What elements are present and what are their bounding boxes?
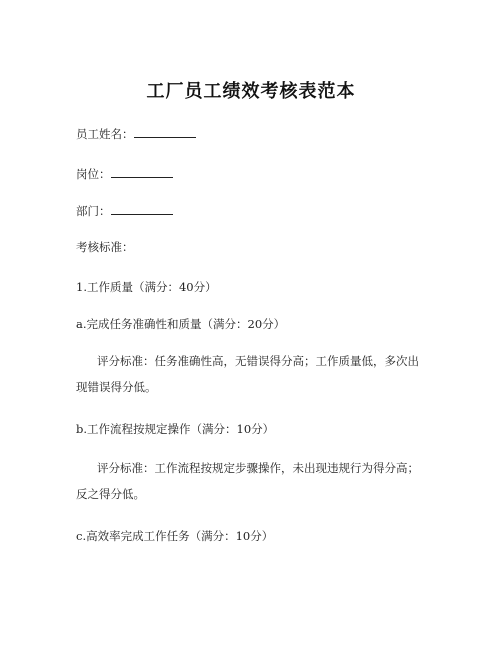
item-b-description-line2: 反之得分低。 — [76, 487, 145, 501]
item-a-description-line1: 评分标准：任务准确性高，无错误得分高；工作质量低，多次出 — [97, 354, 419, 368]
document-title: 工厂员工绩效考核表范本 — [146, 81, 356, 102]
department-blank — [111, 203, 173, 215]
criteria-heading: 考核标准： — [76, 240, 134, 254]
item-a-heading: a.完成任务准确性和质量（满分：20分） — [76, 317, 286, 331]
item-a-description-line2: 现错误得分低。 — [76, 380, 157, 394]
item-c-heading: c.高效率完成工作任务（满分：10分） — [76, 529, 274, 543]
employee-name-field — [76, 126, 196, 142]
department-field — [76, 203, 173, 219]
department-label: 部门： — [76, 204, 111, 218]
position-field — [76, 166, 173, 182]
employee-name-label: 员工姓名： — [76, 127, 134, 141]
section-heading: 1.工作质量（满分：40分） — [76, 280, 217, 294]
item-b-description-line1: 评分标准：工作流程按规定步骤操作，未出现违规行为得分高； — [97, 461, 419, 475]
position-blank — [111, 166, 173, 178]
item-b-heading: b.工作流程按规定操作（满分：10分） — [76, 422, 275, 436]
position-label: 岗位： — [76, 167, 111, 181]
employee-name-blank — [134, 126, 196, 138]
